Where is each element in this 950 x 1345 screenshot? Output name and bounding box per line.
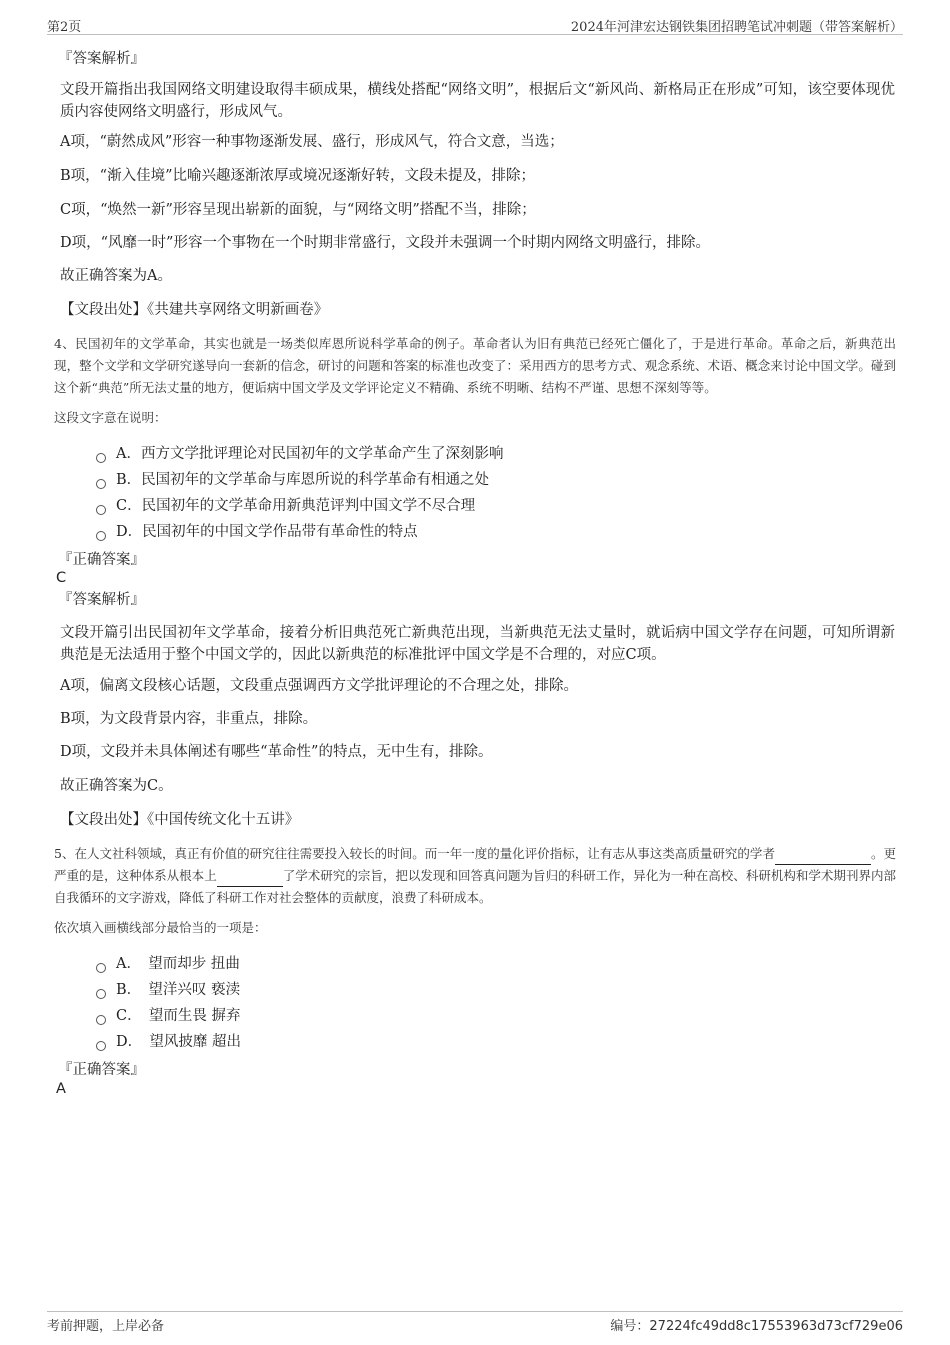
q4-source: 【文段出处】《中国传统文化十五讲》 (60, 812, 300, 828)
option-label: B． 望洋兴叹 亵渎 (116, 982, 241, 998)
q5-option-b[interactable] (96, 980, 240, 1000)
q4-analysis-label: 『答案解析』 (58, 592, 145, 608)
option-label: D．民国初年的中国文学作品带有革命性的特点 (116, 524, 418, 540)
q4-item-d: D项，文段并未具体阐述有哪些“革命性”的特点，无中生有，排除。 (60, 744, 493, 760)
option-label: D． 望风披靡 超出 (116, 1034, 241, 1050)
q5-blank-2 (217, 872, 283, 887)
q3-item-c: C项，“焕然一新”形容呈现出崭新的面貌，与“网络文明”搭配不当，排除； (60, 202, 536, 218)
q4-answer-label: 『正确答案』 (58, 552, 145, 568)
q3-analysis-label: 『答案解析』 (58, 51, 145, 67)
page-header (47, 14, 903, 35)
q4-option-b[interactable] (96, 470, 489, 490)
q4-item-b: B项，为文段背景内容，非重点，排除。 (60, 711, 318, 727)
q3-source: 【文段出处】《共建共享网络文明新画卷》 (60, 302, 329, 318)
q3-analysis: 文段开篇指出我国网络文明建设取得丰硕成果，横线处搭配“网络文明”，根据后文“新风尚、新格局正在形成”可知，该空要体现优质内容使网络文明盛行，形成风气。 (60, 82, 895, 120)
q4-option-c[interactable] (96, 496, 475, 516)
q4-option-a[interactable] (96, 444, 503, 464)
q3-item-a: A项，“蔚然成风”形容一种事物逐渐发展、盛行，形成风气，符合文意，当选； (60, 134, 564, 150)
code-label: 编号： (610, 1319, 650, 1334)
q4-option-d[interactable] (96, 522, 418, 542)
radio-icon[interactable] (96, 963, 106, 973)
q4-prompt: 这段文字意在说明： (54, 410, 167, 425)
q4-answer: C (56, 570, 67, 586)
option-label: C．民国初年的文学革命用新典范评判中国文学不尽合理 (116, 498, 476, 514)
q5-stem-part3: 了学术研究的宗旨，把以发现和回答真问题为旨归的科研工作，异化为一种在高校、科研机构和学术期刊界内部自我循环的文字游戏，降低了科研工作对社会整体的贡献度，浪费了科研成本。 (54, 868, 896, 905)
q5-stem-part2: 。更严重的是，这种体系从根本上 (54, 846, 896, 883)
q3-conclusion: 故正确答案为A。 (60, 268, 172, 284)
q5-option-c[interactable] (96, 1006, 240, 1026)
option-label: C． 望而生畏 摒弃 (116, 1008, 241, 1024)
q5-prompt: 依次填入画横线部分最恰当的一项是： (54, 920, 267, 935)
radio-icon[interactable] (96, 989, 106, 999)
document-title: 2024年河津宏达钢铁集团招聘笔试冲刺题（带答案解析） (570, 20, 903, 35)
radio-icon[interactable] (96, 1041, 106, 1051)
code-value: 27224fc49dd8c17553963d73cf729e06 (649, 1319, 903, 1334)
q5-answer-label: 『正确答案』 (58, 1062, 145, 1078)
radio-icon[interactable] (96, 531, 106, 541)
q3-item-b: B项，“渐入佳境”比喻兴趣逐渐浓厚或境况逐渐好转，文段未提及，排除； (60, 168, 535, 184)
q5-answer: A (56, 1081, 66, 1097)
q3-item-d: D项，“风靡一时”形容一个事物在一个时期非常盛行，文段并未强调一个时期内网络文明盛行，排除。 (60, 235, 710, 251)
option-label: B．民国初年的文学革命与库恩所说的科学革命有相通之处 (116, 472, 490, 488)
option-label: A． 望而却步 扭曲 (116, 956, 240, 972)
q4-conclusion: 故正确答案为C。 (60, 778, 173, 794)
radio-icon[interactable] (96, 479, 106, 489)
q4-stem: 4、民国初年的文学革命，其实也就是一场类似库恩所说科学革命的例子。革命者认为旧有典范已经死亡僵化了，于是进行革命。革命之后，新典范出现，整个文学和文学研究遂导向一套新的信念，研讨的问题和答案的标准也改变了：采用西方的思考方式、观念系统、术语、概念来讨论中国文学。碰到这个新“典范”所无法丈量的地方，便诟病中国文学及文学评论定义不精确、系统不明晰、结构不严谨、思想不深刻等等。 (54, 336, 896, 395)
radio-icon[interactable] (96, 1015, 106, 1025)
q4-analysis: 文段开篇引出民国初年文学革命，接着分析旧典范死亡新典范出现，当新典范无法丈量时，就诟病中国文学存在问题，可知所谓新典范是无法适用于整个中国文学的，因此以新典范的标准批评中国文学是不合理的，对应C项。 (60, 625, 895, 663)
radio-icon[interactable] (96, 453, 106, 463)
q5-blank-1 (775, 850, 871, 865)
option-label: A．西方文学批评理论对民国初年的文学革命产生了深刻影响 (116, 446, 504, 462)
q5-stem-part1: 5、在人文社科领域，真正有价值的研究往往需要投入较长的时间。而一年一度的量化评价指标，让有志从事这类高质量研究的学者 (54, 846, 775, 861)
q5-stem (54, 843, 896, 909)
footer-slogan: 考前押题，上岸必备 (47, 1319, 165, 1334)
page-number: 第2页 (47, 20, 82, 35)
q4-item-a: A项，偏离文段核心话题，文段重点强调西方文学批评理论的不合理之处，排除。 (60, 678, 578, 694)
radio-icon[interactable] (96, 505, 106, 515)
document-code (610, 1315, 903, 1334)
q5-option-d[interactable] (96, 1032, 241, 1052)
page-footer (47, 1311, 903, 1334)
q5-option-a[interactable] (96, 954, 240, 974)
